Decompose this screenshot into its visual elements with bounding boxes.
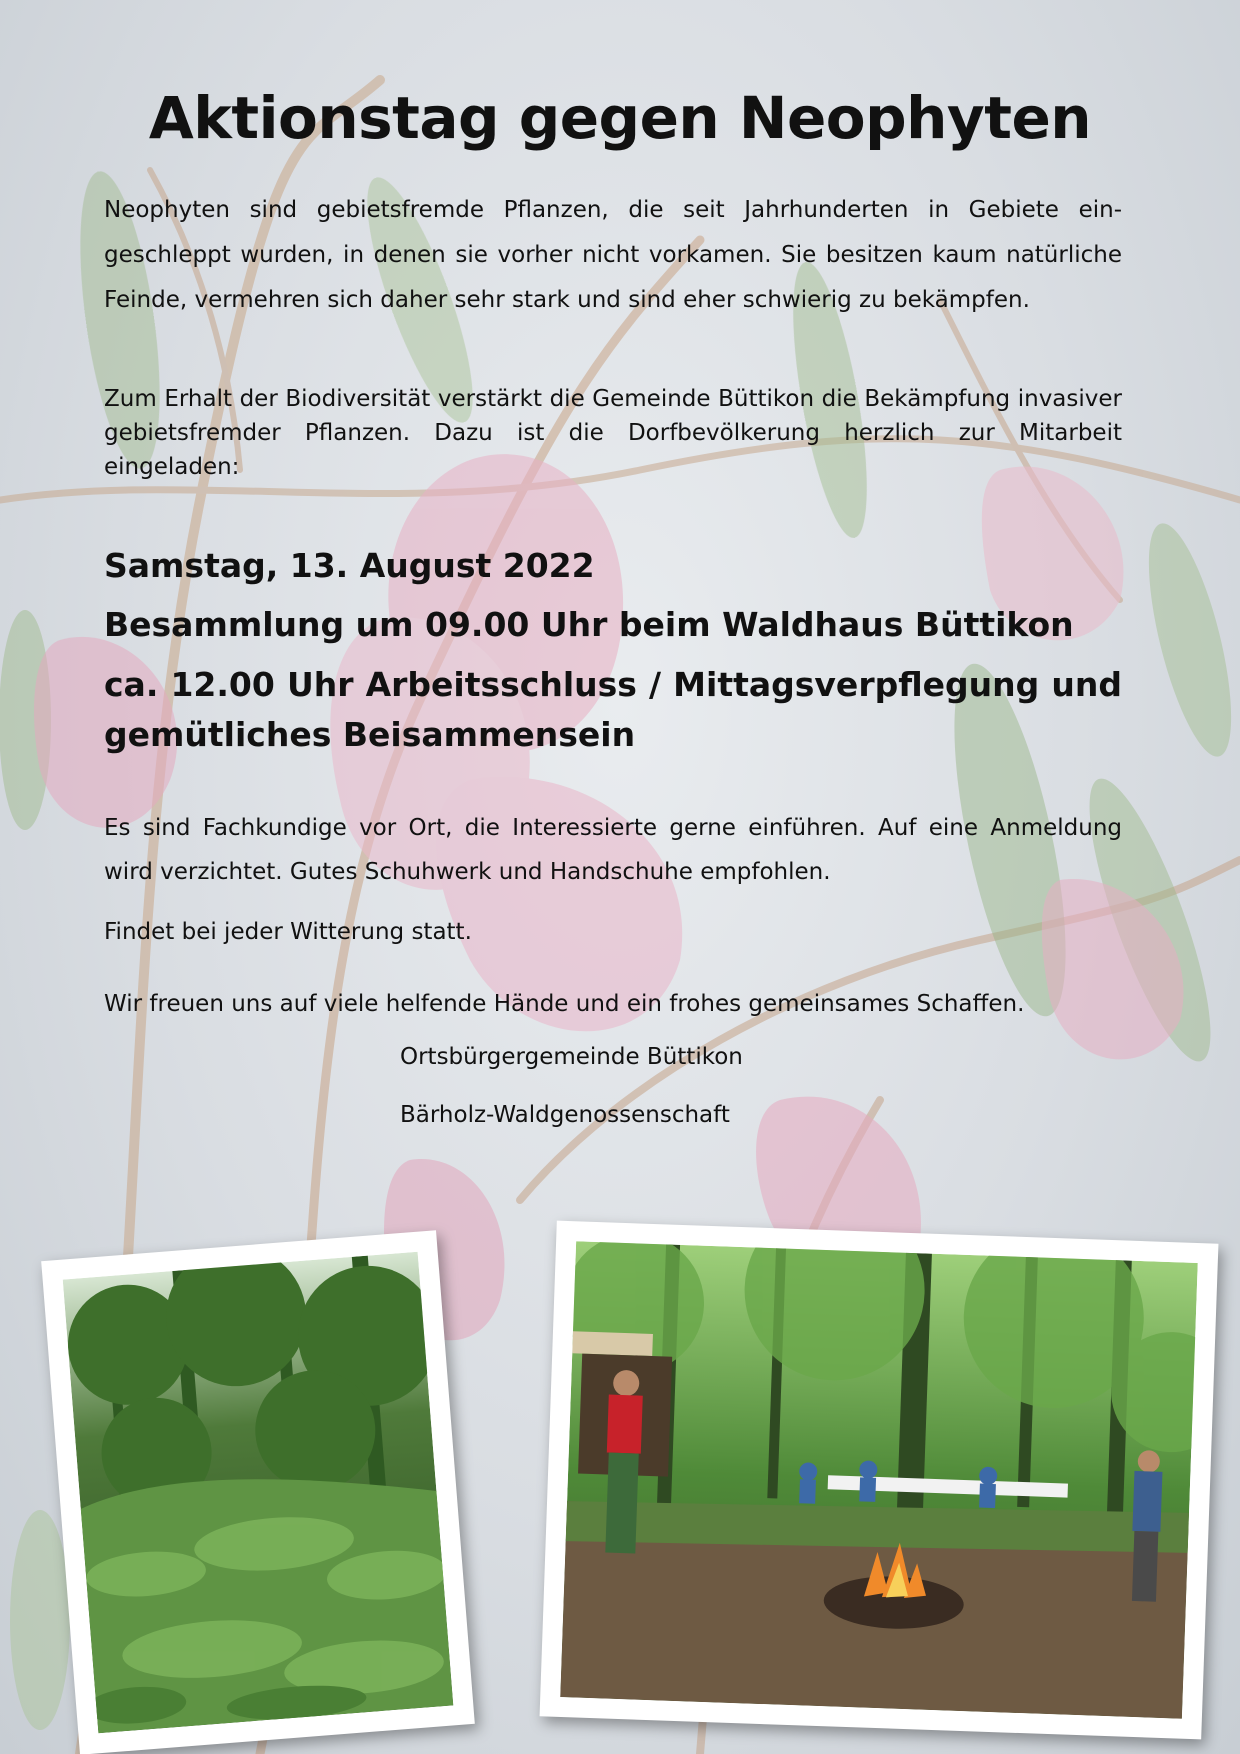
- info-paragraph: Es sind Fachkundige vor Ort, die Interessierte gerne einführen. Auf eine Anmeldung wird verzichtet. Gutes Schuhwerk und Handschuhe empfohlen.: [104, 815, 1122, 885]
- forest-undergrowth-image: [63, 1252, 454, 1734]
- forest-gathering-photo: [540, 1221, 1219, 1740]
- page-title: Aktionstag gegen Neophyten: [148, 84, 1092, 152]
- support-paragraph: Zum Erhalt der Biodiversität verstärkt die Gemeinde Büttikon die Bekämpfung invasiver gebietsfremder Pflanzen. Dazu ist die Dorfbevölkerung herzlich zur Mitarbeit eingeladen:: [104, 386, 1122, 480]
- signatory-municipality: Ortsbürgergemeinde Büttikon: [400, 1044, 743, 1070]
- closing-sentence: Wir freuen uns auf viele helfende Hände und ein frohes gemeinsames Schaffen.: [104, 991, 1025, 1017]
- event-date: Samstag, 13. August 2022: [104, 546, 595, 585]
- intro-paragraph: Neophyten sind gebietsfremde Pflanzen, die seit Jahrhunderten in Gebiete eingeschleppt wurden, in denen sie vorher nicht vorkamen. Sie besitzen kaum natürliche Feinde, vermehren sich daher sehr stark und sind eher schwierig zu bekämpfen.: [104, 197, 1122, 313]
- forest-undergrowth-photo: [41, 1230, 475, 1754]
- forest-gathering-image: [560, 1241, 1198, 1718]
- weather-note: Findet bei jeder Witterung statt.: [104, 919, 472, 945]
- event-end-lunch: ca. 12.00 Uhr Arbeitsschluss / Mittagsverpflegung und gemütliches Beisammensein: [104, 665, 1122, 754]
- event-meeting-point: Besammlung um 09.00 Uhr beim Waldhaus Büttikon: [104, 605, 1074, 644]
- signatory-forest-cooperative: Bärholz-Waldgenossenschaft: [400, 1102, 730, 1128]
